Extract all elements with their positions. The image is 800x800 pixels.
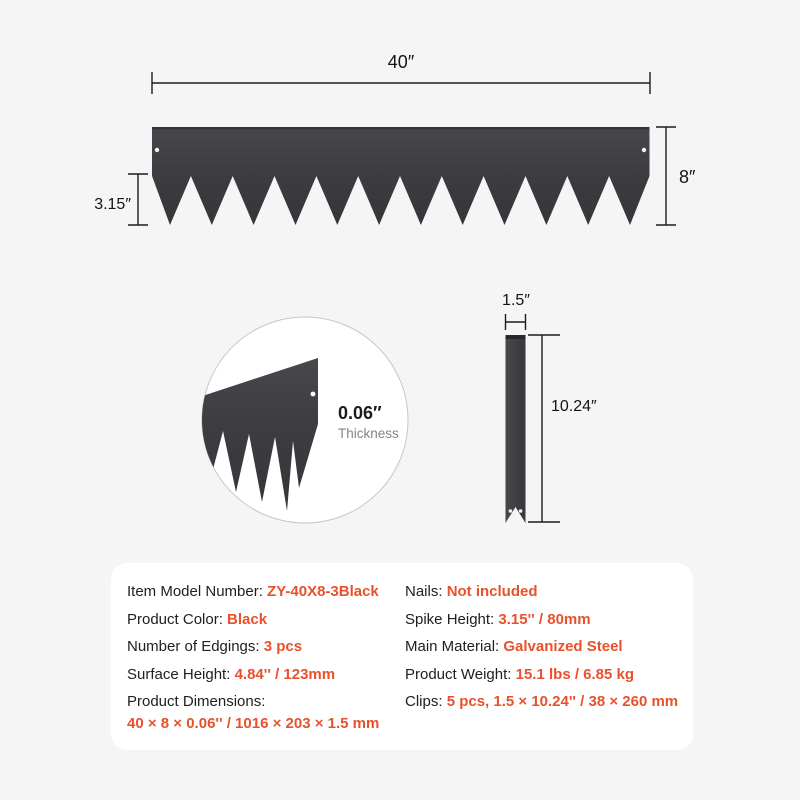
spec-label: Main Material: xyxy=(405,638,504,656)
spike-height-dimension-line xyxy=(128,174,148,225)
spec-label: Number of Edgings: xyxy=(127,638,264,656)
spec-row-surface-height xyxy=(127,661,405,689)
spec-value: 40 × 8 × 0.06'' / 1016 × 203 × 1.5 mm xyxy=(127,714,380,732)
spec-row-clips xyxy=(405,688,693,716)
spec-value: 4.84'' / 123mm xyxy=(234,665,336,683)
clip-side-view xyxy=(506,335,526,523)
spike-height-dimension xyxy=(94,174,148,225)
edging-left-hole xyxy=(155,148,159,152)
spec-value: 5 pcs, 1.5 × 10.24'' / 38 × 260 mm xyxy=(446,693,679,711)
spec-label: Product Weight: xyxy=(405,665,516,683)
height-dimension-line xyxy=(656,127,676,225)
spec-label: Clips: xyxy=(405,693,447,711)
spec-value: 3 pcs xyxy=(263,638,303,656)
spike-height-dimension-label: 3.15″ xyxy=(94,196,131,213)
clip-height-dimension xyxy=(528,335,597,522)
spec-column-left xyxy=(127,578,405,734)
width-dimension xyxy=(152,52,650,94)
spec-row-product-color xyxy=(127,606,405,634)
height-dimension-label: 8″ xyxy=(679,167,696,187)
spec-row-spike-height xyxy=(405,606,693,634)
height-dimension xyxy=(656,127,696,225)
spec-label: Product Color: xyxy=(127,610,228,628)
spec-row-product-dimensions xyxy=(127,691,405,734)
spec-row-model-number xyxy=(127,578,405,606)
clip-right-hole xyxy=(519,509,523,513)
clip-shape xyxy=(506,335,526,523)
spec-label: Item Model Number: xyxy=(127,583,268,600)
spec-panel xyxy=(111,563,693,750)
clip-height-dimension-line xyxy=(528,335,560,522)
clip-width-dimension-label: 1.5″ xyxy=(502,292,530,309)
spec-value: ZY-40X8-3Black xyxy=(267,583,379,600)
spec-label: Surface Height: xyxy=(127,665,235,683)
spec-label: Spike Height: xyxy=(405,610,499,628)
edging-front-shape xyxy=(152,127,650,225)
thickness-value-label: 0.06″ xyxy=(338,403,382,423)
clip-top-edge-shade xyxy=(506,335,526,339)
spec-value: 15.1 lbs / 6.85 kg xyxy=(515,665,635,683)
width-dimension-label: 40″ xyxy=(387,52,415,72)
clip-height-dimension-label: 10.24″ xyxy=(551,398,597,415)
edging-front-view xyxy=(152,127,650,225)
spec-value: Galvanized Steel xyxy=(503,638,623,656)
edging-right-hole xyxy=(642,148,646,152)
detail-hole xyxy=(311,392,316,397)
spec-row-nails xyxy=(405,578,693,606)
spec-value: 3.15'' / 80mm xyxy=(498,610,591,628)
clip-left-hole xyxy=(509,509,513,513)
edging-top-edge-shade xyxy=(152,127,650,130)
spec-row-product-weight xyxy=(405,661,693,689)
clip-width-dimension xyxy=(502,292,530,330)
thickness-caption-label: Thickness xyxy=(338,426,399,441)
spec-row-main-material xyxy=(405,633,693,661)
spec-column-right xyxy=(405,578,693,734)
spec-row-number-of-edgings xyxy=(127,633,405,661)
spec-label: Product Dimensions: xyxy=(127,693,266,711)
spec-label: Nails: xyxy=(405,583,447,600)
thickness-detail xyxy=(182,317,408,523)
clip-width-dimension-line xyxy=(506,314,526,330)
spec-value: Not included xyxy=(446,583,538,600)
width-dimension-line xyxy=(152,72,650,94)
spec-value: Black xyxy=(227,610,268,628)
